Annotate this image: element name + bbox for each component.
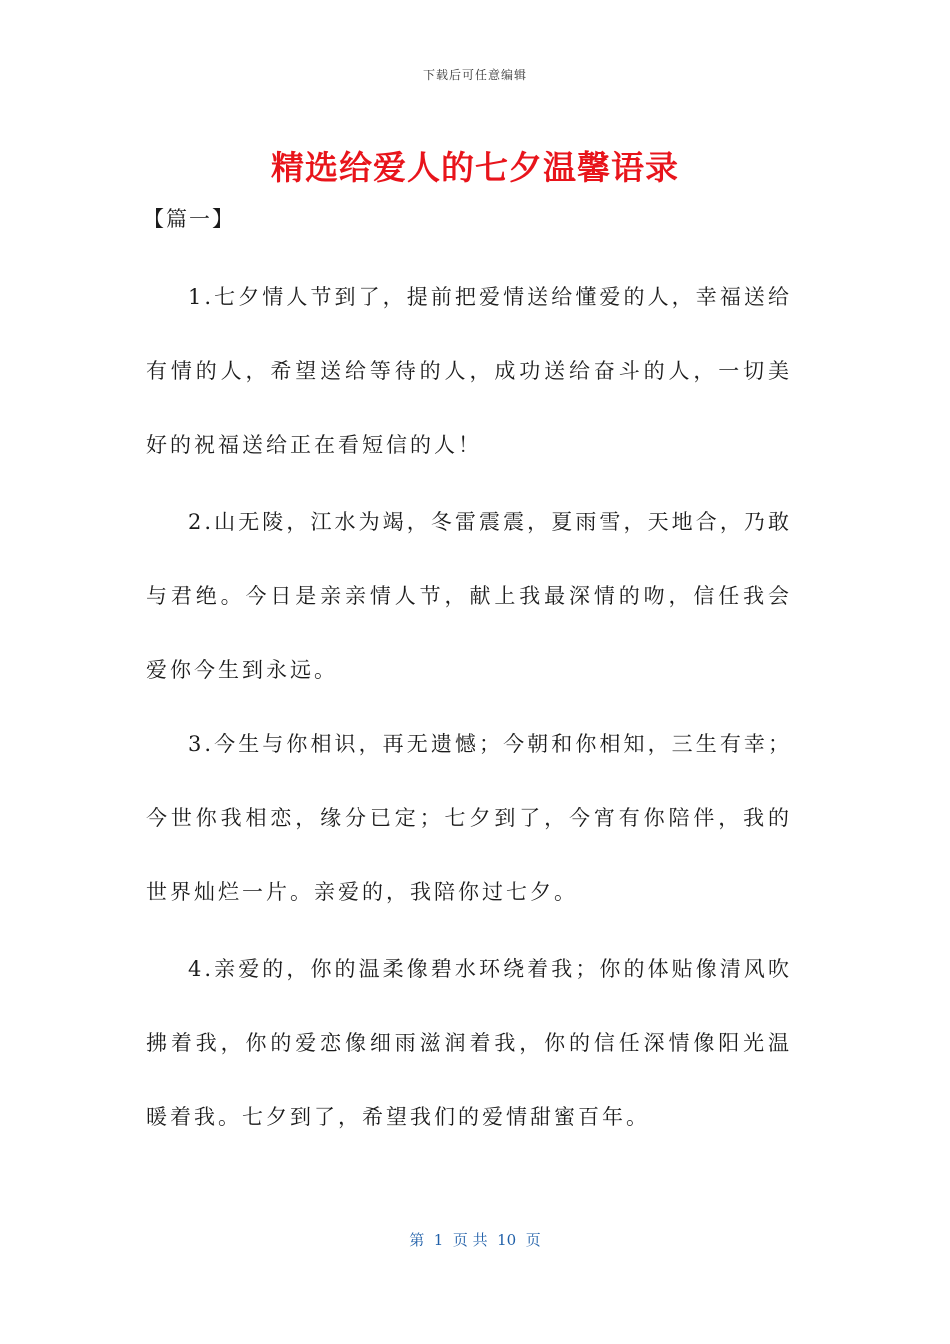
- document-title: 精选给爱人的七夕温馨语录: [271, 148, 679, 187]
- page-number-footer: 第 1 页 共 10 页: [409, 1231, 541, 1249]
- paragraph-3: 3.今生与你相识，再无遗憾；今朝和你相知，三生有幸；今世你我相恋，缘分已定；七夕到了，今宵有你陪伴，我的世界灿烂一片。亲爱的，我陪你过七夕。: [146, 732, 792, 904]
- paragraph-4: 4.亲爱的，你的温柔像碧水环绕着我；你的体贴像清风吹拂着我，你的爱恋像细雨滋润着我，你的信任深情像阳光温暖着我。七夕到了，希望我们的爱情甜蜜百年。: [146, 957, 792, 1129]
- header-note: 下载后可任意编辑: [422, 68, 527, 82]
- paragraph-2: 2.山无陵，江水为竭，冬雷震震，夏雨雪，天地合，乃敢与君绝。今日是亲亲情人节，献上我最深情的吻，信任我会爱你今生到永远。: [146, 510, 792, 682]
- paragraph-1: 1.七夕情人节到了，提前把爱情送给懂爱的人，幸福送给有情的人，希望送给等待的人，成功送给奋斗的人，一切美好的祝福送给正在看短信的人！: [146, 285, 792, 457]
- section-heading: 【篇一】: [143, 207, 235, 231]
